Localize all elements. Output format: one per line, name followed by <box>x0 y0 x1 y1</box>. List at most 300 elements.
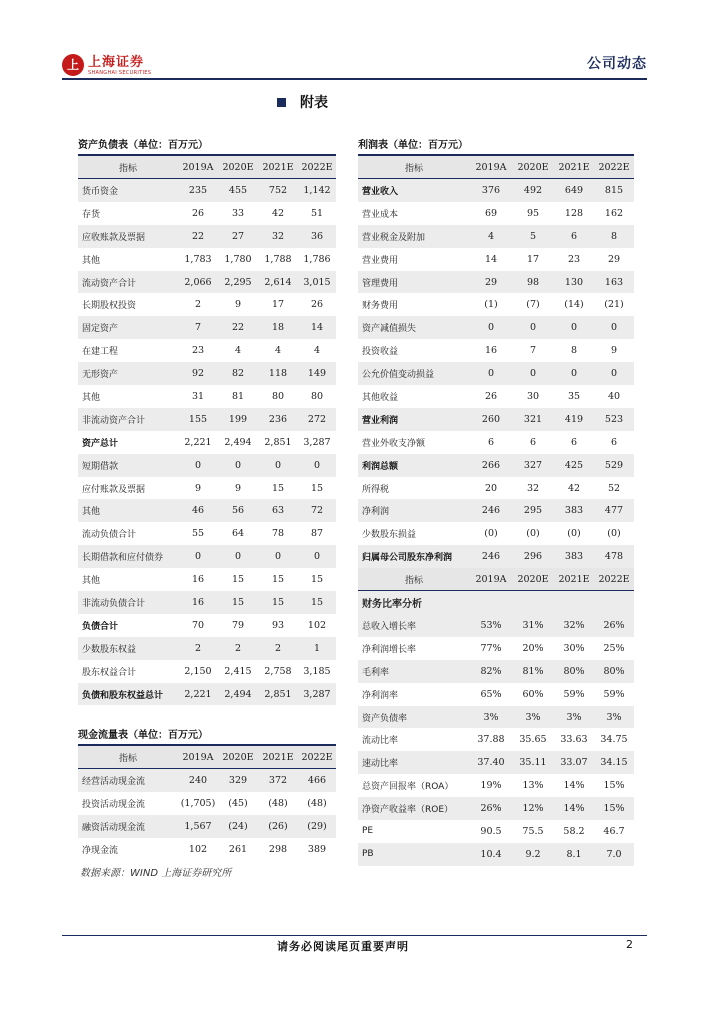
cell-value: 29 <box>607 253 621 265</box>
square-bullet-icon <box>277 98 286 107</box>
cell-value: 6 <box>610 436 618 448</box>
header-row <box>78 746 336 769</box>
cell-value: 2,066 <box>178 271 218 294</box>
row-label: 其他 <box>82 576 101 587</box>
cell-value: 80% <box>554 660 594 683</box>
cell-value: 3% <box>512 706 554 729</box>
cell-value: 59% <box>563 688 585 700</box>
row-label: 净利润率 <box>362 690 399 701</box>
row-label: 负债合计 <box>82 621 119 632</box>
cell-value: 2,150 <box>184 665 212 677</box>
table-row <box>358 454 634 477</box>
table-row <box>358 820 634 843</box>
cell-value: (26) <box>258 815 298 838</box>
cell-value: 37.40 <box>470 751 512 774</box>
cell-value: 69 <box>484 207 498 219</box>
cell-value: 2,494 <box>218 683 258 706</box>
row-label: 速动比率 <box>358 751 470 774</box>
table-row <box>358 271 634 294</box>
row-label: 无形资产 <box>78 362 178 385</box>
cell-value: 52 <box>607 482 621 494</box>
cell-value: 6 <box>529 436 537 448</box>
cell-value: 102 <box>188 843 208 855</box>
table-row <box>358 431 634 454</box>
cell-value: 78 <box>271 528 285 540</box>
row-label: 其他 <box>78 499 178 522</box>
cell-value: (7) <box>526 299 540 311</box>
column-header: 2021E <box>258 746 298 769</box>
cell-value: 72 <box>298 499 336 522</box>
cell-value: 1,786 <box>303 253 331 265</box>
cell-value: 13% <box>522 780 544 792</box>
cell-value: 33.07 <box>554 751 594 774</box>
table-row <box>78 316 336 339</box>
cell-value: 15 <box>231 574 245 586</box>
row-label: 投资收益 <box>362 347 399 358</box>
cell-value: 82 <box>218 362 258 385</box>
row-label: 少数股东权益 <box>78 637 178 660</box>
section-label: 公司动态 <box>587 56 647 72</box>
table-row <box>78 339 336 362</box>
row-label: 营业收入 <box>358 179 470 202</box>
column-header: 2021E <box>554 568 594 591</box>
cell-value: 2,758 <box>264 665 292 677</box>
cell-value: 79 <box>231 619 245 631</box>
cell-value: 42 <box>567 482 581 494</box>
cell-value: 93 <box>271 619 285 631</box>
cell-value: 15% <box>603 780 625 792</box>
row-label: 投资活动现金流 <box>82 799 146 810</box>
balance-sheet-table <box>78 137 336 705</box>
column-header: 2019A <box>178 746 218 769</box>
cell-value: 2,614 <box>258 271 298 294</box>
cell-value: 59% <box>603 688 625 700</box>
cell-value: 2,851 <box>264 436 292 448</box>
appendix-title <box>277 92 328 112</box>
column-header: 2022E <box>594 156 634 179</box>
row-label: 营业利润 <box>358 408 470 431</box>
row-label: 财务费用 <box>362 301 399 312</box>
row-label: 资产总计 <box>82 438 119 449</box>
cash-flow-grid <box>78 746 336 861</box>
table-row <box>358 408 634 431</box>
cell-value: 92 <box>178 362 218 385</box>
cell-value: 15% <box>594 797 634 820</box>
cell-value: 6 <box>487 436 495 448</box>
appendix-title-text: 附表 <box>300 95 328 111</box>
cell-value: 81 <box>231 390 245 402</box>
row-label: 流动负债合计 <box>82 530 137 541</box>
disclaimer-notice: 请务必阅读尾页重要声明 <box>277 940 409 953</box>
cell-value: 246 <box>470 499 512 522</box>
cell-value: (0) <box>526 528 540 540</box>
cell-value: 0 <box>258 454 298 477</box>
cell-value: 9.2 <box>512 843 554 866</box>
cell-value: 31 <box>191 390 205 402</box>
cell-value: 455 <box>218 179 258 202</box>
table-row <box>78 838 336 861</box>
cell-value: 95 <box>526 207 540 219</box>
table-row <box>78 815 336 838</box>
cell-value: 389 <box>307 843 327 855</box>
table-row <box>358 545 634 568</box>
row-label: 流动资产合计 <box>78 271 178 294</box>
cell-value: 80 <box>271 390 285 402</box>
table-row <box>78 225 336 248</box>
cell-value: 235 <box>178 179 218 202</box>
row-label: 毛利率 <box>358 660 470 683</box>
cell-value: 70 <box>191 619 205 631</box>
row-label: 应收账款及票据 <box>78 225 178 248</box>
cell-value: 296 <box>512 545 554 568</box>
row-label: 净利润增长率 <box>362 644 417 655</box>
cell-value: 3,287 <box>298 683 336 706</box>
cell-value: 2 <box>218 637 258 660</box>
cell-value: 0 <box>594 362 634 385</box>
cell-value: 60% <box>522 688 544 700</box>
row-label: PB <box>358 843 470 866</box>
cell-value: 15 <box>310 574 324 586</box>
header-row <box>358 568 634 591</box>
cell-value: 35.11 <box>512 751 554 774</box>
cell-value: 240 <box>178 769 218 792</box>
cell-value: 32 <box>258 225 298 248</box>
cell-value: 7.0 <box>594 843 634 866</box>
cell-value: 36 <box>298 225 336 248</box>
cell-value: 266 <box>470 454 512 477</box>
table-row <box>78 499 336 522</box>
row-label: 营业税金及附加 <box>358 225 470 248</box>
cell-value: 3,015 <box>298 271 336 294</box>
income-statement-table <box>358 137 634 866</box>
cell-value: 2 <box>178 637 218 660</box>
cell-value: 32 <box>526 482 540 494</box>
cell-value: 98 <box>512 271 554 294</box>
cell-value: 477 <box>594 499 634 522</box>
table-row <box>358 362 634 385</box>
table-row <box>358 339 634 362</box>
cell-value: 8 <box>594 225 634 248</box>
table-row <box>358 660 634 683</box>
cell-value: 51 <box>310 207 324 219</box>
table-row <box>358 293 634 316</box>
cell-value: 2,494 <box>224 436 252 448</box>
cell-value: 3,287 <box>303 436 331 448</box>
cell-value: 31% <box>512 614 554 637</box>
row-label: 货币资金 <box>78 179 178 202</box>
cell-value: 17 <box>526 253 540 265</box>
row-label: PE <box>362 826 374 837</box>
cell-value: 0 <box>512 362 554 385</box>
cell-value: 7 <box>529 345 537 357</box>
cell-value: 102 <box>307 619 327 631</box>
row-label: 应付账款及票据 <box>82 484 146 495</box>
cell-value: 23 <box>567 253 581 265</box>
cash-flow-title: 现金流量表（单位：百万元） <box>78 730 208 741</box>
row-label: 非流动负债合计 <box>78 591 178 614</box>
cash-flow-table <box>78 727 336 861</box>
row-label: 管理费用 <box>358 271 470 294</box>
income-statement-grid <box>358 156 634 568</box>
table-row <box>78 293 336 316</box>
cell-value: 3% <box>554 706 594 729</box>
cell-value: (45) <box>228 797 248 809</box>
cell-value: 0 <box>554 362 594 385</box>
logo-icon: 上 <box>62 54 84 76</box>
cell-value: 1,788 <box>264 253 292 265</box>
table-row <box>358 728 634 751</box>
row-label: 其他收益 <box>362 392 399 403</box>
table-row <box>78 179 336 202</box>
column-header: 指标 <box>358 568 470 591</box>
column-header: 指标 <box>358 156 470 179</box>
row-label: 长期借款和应付债券 <box>78 545 178 568</box>
cell-value: 56 <box>218 499 258 522</box>
page-number: 2 <box>626 938 633 951</box>
row-label: 公允价值变动损益 <box>358 362 470 385</box>
row-label: 归属母公司股东净利润 <box>358 545 470 568</box>
column-header: 2022E <box>298 746 336 769</box>
cell-value: 77% <box>480 642 502 654</box>
table-row <box>78 660 336 683</box>
cell-value: 37.88 <box>477 734 505 746</box>
cell-value: 14% <box>554 797 594 820</box>
cell-value: 260 <box>470 408 512 431</box>
table-row <box>358 637 634 660</box>
table-row <box>358 385 634 408</box>
cell-value: 17 <box>271 299 285 311</box>
cell-value: 42 <box>271 207 285 219</box>
cell-value: 9 <box>234 482 242 494</box>
cell-value: 19% <box>480 780 502 792</box>
cell-value: 15 <box>271 482 285 494</box>
cell-value: 6 <box>554 225 594 248</box>
cell-value: 15 <box>271 574 285 586</box>
cell-value: (48) <box>307 797 327 809</box>
cell-value: 14 <box>484 253 498 265</box>
cell-value: 9 <box>194 482 202 494</box>
table-row <box>358 614 634 637</box>
table-row <box>358 248 634 271</box>
cell-value: (21) <box>604 299 624 311</box>
cell-value: 25% <box>603 642 625 654</box>
table-row <box>358 522 634 545</box>
cell-value: 26% <box>594 614 634 637</box>
cell-value: 327 <box>512 454 554 477</box>
column-header: 2019A <box>178 156 218 179</box>
cell-value: 64 <box>231 528 245 540</box>
cell-value: 75.5 <box>522 825 544 837</box>
cell-value: 272 <box>298 408 336 431</box>
cell-value: 478 <box>594 545 634 568</box>
table-row <box>78 431 336 454</box>
cell-value: 246 <box>470 545 512 568</box>
cell-value: 58.2 <box>563 825 585 837</box>
column-header: 2020E <box>218 156 258 179</box>
cell-value: 8 <box>570 345 578 357</box>
table-row <box>78 362 336 385</box>
row-label: 融资活动现金流 <box>78 815 178 838</box>
cell-value: 20% <box>522 642 544 654</box>
cell-value: 2 <box>194 299 202 311</box>
row-label: 总收入增长率 <box>358 614 470 637</box>
cell-value: 80 <box>310 390 324 402</box>
cell-value: 18 <box>258 316 298 339</box>
cell-value: 8.1 <box>554 843 594 866</box>
cell-value: 32% <box>554 614 594 637</box>
table-row <box>358 202 634 225</box>
cell-value: 0 <box>470 362 512 385</box>
cell-value: 1 <box>298 637 336 660</box>
cell-value: 26 <box>484 390 498 402</box>
column-header: 2022E <box>594 568 634 591</box>
cell-value: 33.63 <box>560 734 588 746</box>
cell-value: 155 <box>178 408 218 431</box>
data-source-note: 数据来源：WIND 上海证券研究所 <box>80 868 232 879</box>
table-row <box>78 769 336 792</box>
cell-value: 0 <box>594 316 634 339</box>
cell-value: 118 <box>258 362 298 385</box>
row-label: 所得税 <box>362 484 390 495</box>
row-label: 其他 <box>82 255 101 266</box>
cell-value: 90.5 <box>480 825 502 837</box>
table-row <box>78 545 336 568</box>
cell-value: (0) <box>567 528 581 540</box>
cell-value: 298 <box>268 843 288 855</box>
cell-value: 0 <box>298 545 336 568</box>
cell-value: 30 <box>526 390 540 402</box>
cell-value: 34.75 <box>600 734 628 746</box>
cell-value: 33 <box>231 207 245 219</box>
table-row <box>358 179 634 202</box>
cell-value: 1,780 <box>224 253 252 265</box>
cell-value: 2,295 <box>218 271 258 294</box>
cell-value: 81% <box>512 660 554 683</box>
column-header: 指标 <box>78 156 178 179</box>
cell-value: 3% <box>470 706 512 729</box>
row-label: 净现金流 <box>82 845 119 856</box>
header-row <box>358 156 634 179</box>
cell-value: 46 <box>178 499 218 522</box>
cell-value: 492 <box>512 179 554 202</box>
cell-value: 22 <box>178 225 218 248</box>
cell-value: 130 <box>554 271 594 294</box>
cell-value: 27 <box>218 225 258 248</box>
income-statement-title: 利润表（单位：百万元） <box>358 140 468 151</box>
cell-value: (1) <box>484 299 498 311</box>
cell-value: 529 <box>594 454 634 477</box>
table-row <box>358 499 634 522</box>
cell-value: 752 <box>258 179 298 202</box>
table-row <box>358 683 634 706</box>
row-label: 少数股东损益 <box>362 530 417 541</box>
cell-value: 261 <box>228 843 248 855</box>
cell-value: 12% <box>512 797 554 820</box>
cell-value: 26% <box>470 797 512 820</box>
cell-value: 23 <box>191 345 205 357</box>
table-row <box>78 408 336 431</box>
cell-value: 163 <box>594 271 634 294</box>
cell-value: 376 <box>470 179 512 202</box>
row-label: 净资产收益率（ROE） <box>358 797 470 820</box>
row-label: 资产负债率 <box>358 706 470 729</box>
cell-value: 2 <box>258 637 298 660</box>
logo-name-cn: 上海证券 <box>88 54 145 70</box>
table-row <box>78 477 336 500</box>
cell-value: 3,185 <box>303 665 331 677</box>
table-row <box>78 248 336 271</box>
cell-value: 14 <box>298 316 336 339</box>
cell-value: 9 <box>234 299 242 311</box>
cell-value: 82% <box>470 660 512 683</box>
table-row <box>358 706 634 729</box>
cell-value: 5 <box>512 225 554 248</box>
table-row <box>78 385 336 408</box>
cell-value: 383 <box>554 545 594 568</box>
cell-value: 0 <box>258 545 298 568</box>
cell-value: 16 <box>484 345 498 357</box>
row-label: 营业外收支净额 <box>362 438 426 449</box>
header-divider <box>62 78 647 80</box>
cell-value: 128 <box>564 207 584 219</box>
row-label: 存货 <box>82 209 101 220</box>
cell-value: 14% <box>563 780 585 792</box>
cell-value: 0 <box>218 454 258 477</box>
cell-value: 26 <box>191 207 205 219</box>
table-row <box>358 225 634 248</box>
logo-name-en: SHANGHAI SECURITIES <box>88 69 152 76</box>
cell-value: 15 <box>298 591 336 614</box>
table-row <box>78 522 336 545</box>
cell-value: 0 <box>298 454 336 477</box>
cell-value: 80% <box>594 660 634 683</box>
cell-value: 4 <box>470 225 512 248</box>
table-row <box>78 568 336 591</box>
cell-value: 15 <box>258 591 298 614</box>
cell-value: (29) <box>298 815 336 838</box>
column-header: 2020E <box>512 156 554 179</box>
header-row <box>78 156 336 179</box>
column-header: 2019A <box>470 156 512 179</box>
column-header: 2020E <box>218 746 258 769</box>
row-label: 在建工程 <box>82 347 119 358</box>
table-row <box>78 271 336 294</box>
cell-value: 35 <box>567 390 581 402</box>
table-row <box>358 843 634 866</box>
row-label: 其他 <box>82 392 101 403</box>
cell-value: 46.7 <box>603 825 625 837</box>
cell-value: 15 <box>310 482 324 494</box>
cell-value: 523 <box>594 408 634 431</box>
cell-value: 53% <box>470 614 512 637</box>
cell-value: 162 <box>604 207 624 219</box>
cell-value: 34.15 <box>594 751 634 774</box>
row-label: 营业费用 <box>362 255 399 266</box>
cell-value: 149 <box>298 362 336 385</box>
cell-value: 15 <box>218 591 258 614</box>
cell-value: 3% <box>594 706 634 729</box>
cell-value: 466 <box>298 769 336 792</box>
table-row <box>78 614 336 637</box>
row-label: 短期借款 <box>78 454 178 477</box>
ratio-section-title: 财务比率分析 <box>358 591 634 614</box>
row-label: 流动比率 <box>362 736 399 747</box>
cell-value: 815 <box>594 179 634 202</box>
cell-value: 4 <box>234 345 242 357</box>
row-label: 资产减值损失 <box>358 316 470 339</box>
table-row <box>78 683 336 706</box>
cell-value: 16 <box>178 591 218 614</box>
